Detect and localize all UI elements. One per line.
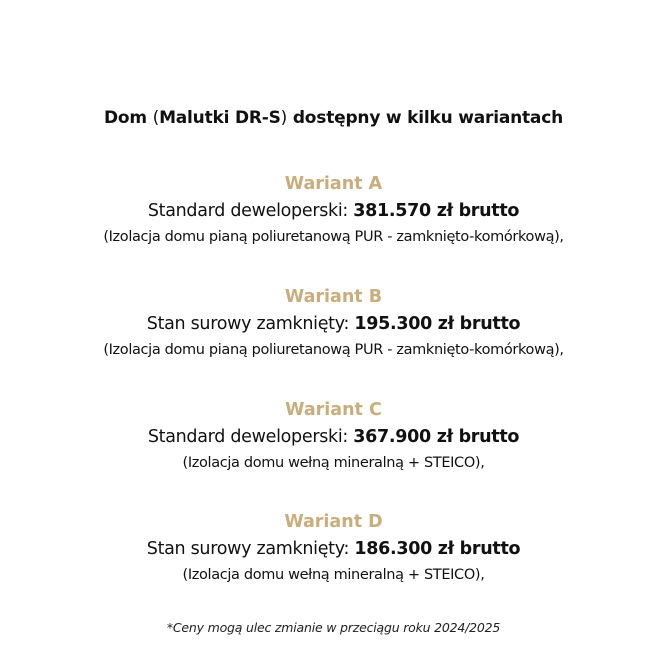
variant-b-price-line [0,309,667,339]
title-suffix: dostępny w kilku wariantach [287,108,563,128]
variant-c-price-line [0,422,667,452]
variant-c-name: Wariant C [285,400,382,420]
variant-a-price: 381.570 zł brutto [353,201,520,221]
variant-d-price: 186.300 zł brutto [354,539,521,559]
price-disclaimer: *Ceny mogą ulec zmianie w przeciągu roku 2024/2025 [166,620,501,635]
variant-a-note: (Izolacja domu pianą poliuretanową PUR - zamknięto-komórkową), [103,229,564,245]
title-paren-close: ) [280,108,288,128]
variant-d-block [0,510,667,586]
variant-b-note: (Izolacja domu pianą poliuretanową PUR - zamknięto-komórkową), [103,342,564,358]
title-model-name: Malutki DR-S [159,108,281,128]
page-title [0,108,667,128]
variant-b-name: Wariant B [284,287,383,307]
title-paren-open: ( [152,108,160,128]
title-prefix: Dom [104,108,153,128]
variant-a-label: Standard deweloperski: [147,201,354,221]
variant-c-block [0,398,667,474]
variant-a-price-line [0,196,667,226]
variant-b-block [0,285,667,361]
variant-c-price: 367.900 zł brutto [353,427,520,447]
variant-d-label: Stan surowy zamknięty: [146,539,355,559]
variant-b-price: 195.300 zł brutto [354,314,521,334]
variant-d-name: Wariant D [284,512,383,532]
variant-c-label: Standard deweloperski: [147,427,354,447]
variant-a-name: Wariant A [284,174,383,194]
variant-d-price-line [0,534,667,564]
variant-a-block [0,172,667,248]
variant-d-note: (Izolacja domu wełną mineralną + STEICO), [182,567,485,583]
variant-b-label: Stan surowy zamknięty: [146,314,355,334]
variant-c-note: (Izolacja domu wełną mineralną + STEICO), [182,455,485,471]
